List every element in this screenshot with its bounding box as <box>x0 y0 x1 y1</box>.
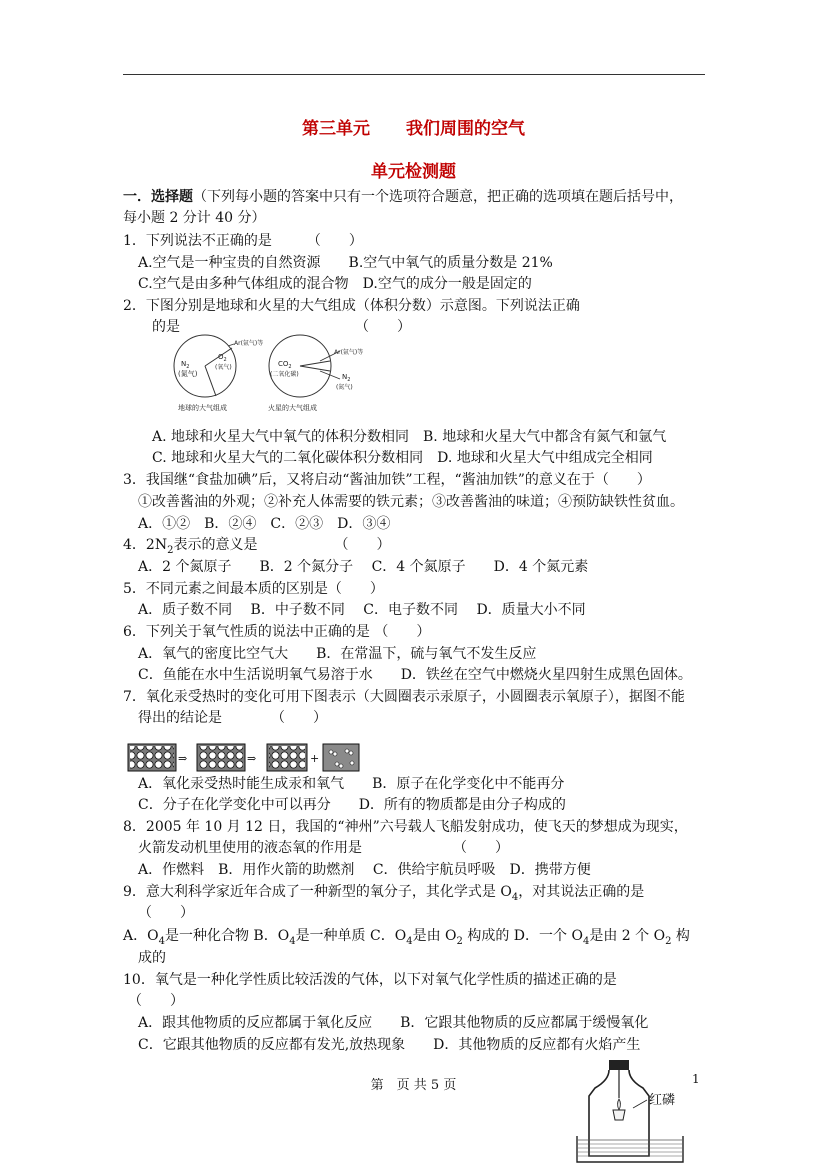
svg-text:(二氧化碳): (二氧化碳) <box>270 371 299 378</box>
mars-pie-chart <box>268 335 363 412</box>
q7-options-ab: A．氧化汞受热时能生成汞和氧气 B．原子在化学变化中不能再分 <box>138 776 565 792</box>
q7-stem: 7．氧化汞受热时的变化可用下图表示（大圆圈表示汞原子，小圆圈表示氧原子），据图不能 <box>123 689 685 705</box>
q2-options-ab: A. 地球和火星大气中氧气的体积分数相同 B. 地球和火星大气中都含有氮气和氩气 <box>152 429 667 445</box>
page-footer: 第 页 共 5 页 <box>370 1078 457 1093</box>
q2-options-cd: C. 地球和火星大气的二氧化碳体积分数相同 D. 地球和火星大气中组成完全相同 <box>152 450 653 466</box>
svg-text:(氧气): (氧气) <box>215 364 232 371</box>
q10-options-cd: C．它跟其他物质的反应都有发光,放热现象 D．其他物质的反应都有火焰产生 <box>138 1037 641 1053</box>
q6-options-cd: C．鱼能在水中生活说明氧气易溶于水 D．铁丝在空气中燃烧火星四射生成黑色固体。 <box>138 667 692 683</box>
atmosphere-pie-figure <box>170 333 375 413</box>
svg-text:CO2: $CO_2$ <box>278 360 292 370</box>
q8-options: A．作燃料 B．用作火箭的助燃剂 C．供给宇航员呼吸 D．携带方便 <box>138 862 591 878</box>
q2-stem-cont: 的是 （ ） <box>152 319 411 335</box>
q7-stem-cont: 得出的结论是 （ ） <box>138 710 327 726</box>
svg-text:N2: $N_2$ <box>181 360 190 370</box>
q4-stem: 4．$2N_2$表示的意义是 （ ） <box>123 537 391 556</box>
q6-options-ab: A．氧气的密度比空气大 B．在常温下，硫与氧气不发生反应 <box>138 646 537 662</box>
svg-text:⇒: ⇒ <box>247 752 257 765</box>
q10-stem: 10．氧气是一种化学性质比较活泼的气体，以下对氧气化学性质的描述正确的是 <box>123 972 617 988</box>
q9-stem-cont: （ ） <box>138 905 194 921</box>
q6-stem: 6．下列关于氧气性质的说法中正确的是 （ ） <box>123 624 431 640</box>
q1-options-cd: C.空气是由多种气体组成的混合物 D.空气的成分一般是固定的 <box>138 276 532 292</box>
svg-text:地球的大气组成: 地球的大气组成 <box>178 404 227 412</box>
svg-text:红磷: 红磷 <box>649 1093 676 1108</box>
svg-text:⇒: ⇒ <box>178 752 188 765</box>
q5-options: A．质子数不同 B．中子数不同 C．电子数不同 D．质量大小不同 <box>138 602 586 618</box>
section-note: 每小题 2 分计 40 分） <box>123 210 266 226</box>
q1-stem: 1．下列说法不正确的是 （ ） <box>123 233 363 249</box>
svg-text:O2: $O_2$ <box>218 353 227 363</box>
section-heading: 一．选择题（下列每小题的答案中只有一个选项符合题意，把正确的选项填在题后括号中， <box>123 189 683 205</box>
svg-text:(氮气): (氮气) <box>178 370 198 378</box>
svg-text:+: + <box>310 752 320 765</box>
q3-stem-cont: ①改善酱油的外观；②补充人体需要的铁元素；③改善酱油的味道；④预防缺铁性贫血。 <box>138 494 684 510</box>
bell-jar-apparatus-figure <box>575 1058 685 1164</box>
svg-text:(氮气): (氮气) <box>336 384 353 391</box>
q7-options-cd: C．分子在化学变化中可以再分 D．所有的物质都是由分子构成的 <box>138 797 566 813</box>
q3-options: A．①② B．②④ C．②③ D．③④ <box>138 516 391 532</box>
svg-text:火星的大气组成: 火星的大气组成 <box>268 404 317 412</box>
q9-options: A．$O_4$是一种化合物 B．$O_4$是一种单质 C．$O_4$是由 $O_2$ 构成的 D．一个 $O_4$是由 2 个 $O_2$ 构 <box>123 928 690 947</box>
unit-title: 第三单元 我们周围的空气 <box>302 119 525 139</box>
q1-options-ab: A.空气是一种宝贵的自然资源 B.空气中氧气的质量分数是 21% <box>138 255 553 271</box>
svg-text:Ar(氩气)等: Ar(氩气)等 <box>334 349 364 356</box>
q8-stem: 8．2005 年 10 月 12 日，我国的“神州”六号载人飞船发射成功，使飞天的梦想成为现实， <box>123 819 688 835</box>
q3-stem: 3．我国继“食盐加碘”后，又将启动“酱油加铁”工程，“酱油加铁”的意义在于（ ） <box>123 472 651 488</box>
earth-pie-chart <box>174 335 263 412</box>
q9-options-cont: 成的 <box>138 950 166 966</box>
q2-stem: 2．下图分别是地球和火星的大气组成（体积分数）示意图。下列说法正确 <box>123 298 580 314</box>
q10-stem-cont: （ ） <box>128 993 184 1009</box>
svg-text:N2: $N_2$ <box>342 373 351 383</box>
unit-subtitle: 单元检测题 <box>371 162 456 182</box>
header-rule <box>123 74 705 75</box>
q8-stem-cont: 火箭发动机里使用的液态氧的作用是 （ ） <box>138 840 509 856</box>
q5-stem: 5．不同元素之间最本质的区别是（ ） <box>123 581 384 597</box>
page-number: 1 <box>692 1072 700 1086</box>
mercury-oxide-figure <box>127 742 362 774</box>
q4-options: A．2 个氮原子 B．2 个氮分子 C．4 个氮原子 D．4 个氮元素 <box>138 559 589 575</box>
svg-text:Ar(氩气)等: Ar(氩气)等 <box>234 340 264 347</box>
q10-options-ab: A．跟其他物质的反应都属于氧化反应 B．它跟其他物质的反应都属于缓慢氧化 <box>138 1015 649 1031</box>
q9-stem: 9．意大利科学家近年合成了一种新型的氧分子，其化学式是 $O_4$，对其说法正确的是 <box>123 884 645 903</box>
